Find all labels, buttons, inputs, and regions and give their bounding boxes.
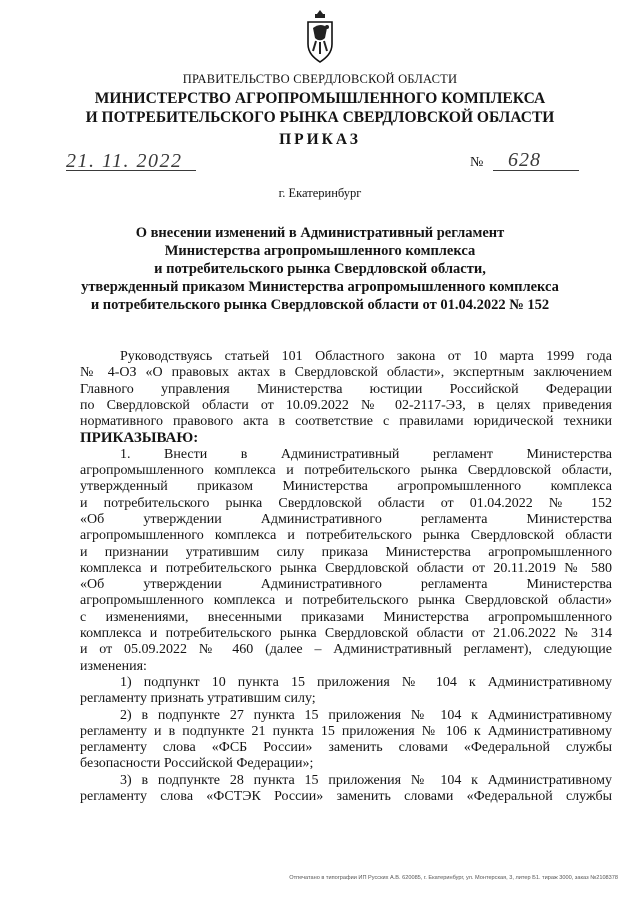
item-1-line: и от 05.09.2022 № 460 (далее – Административный регламент), следующие — [80, 642, 612, 658]
number-sign: № — [470, 155, 484, 170]
preamble-line: нормативного правового акта в соответствие с правилами юридической техники — [80, 414, 612, 430]
item-1-line: агропромышленного комплекса и потребительского рынка Свердловской области, — [80, 463, 612, 479]
subitem-1-line: регламенту признать утратившим силу; — [80, 691, 316, 707]
ministry-name-line-2: И ПОТРЕБИТЕЛЬСКОГО РЫНКА СВЕРДЛОВСКОЙ ОБЛАСТИ — [85, 109, 555, 126]
number-underline — [493, 170, 579, 171]
document-type: ПРИКАЗ — [279, 131, 361, 148]
subitem-3-line: 3) в подпункте 28 пункта 15 приложения № 104 к Административному — [120, 772, 612, 788]
preamble-line: по Свердловской области от 10.09.2022 № 02-2117-ЭЗ, в целях приведения — [80, 397, 612, 413]
preamble-line: Руководствуясь статьей 101 Областного закона от 10 марта 1999 года — [120, 349, 612, 364]
title-line: О внесении изменений в Административный регламент — [135, 225, 505, 241]
title-line: Министерства агропромышленного комплекса — [164, 243, 476, 259]
ministry-name-line-1: МИНИСТЕРСТВО АГРОПРОМЫШЛЕННОГО КОМПЛЕКСА — [94, 90, 546, 107]
item-1-line: с изменениями, внесенными приказами Министерства агропромышленного — [80, 609, 612, 625]
subitem-2-line: 2) в подпункте 27 пункта 15 приложения № 104 к Административному — [120, 707, 612, 723]
item-1-line: агропромышленного комплекса и потребительского рынка Свердловской области — [80, 528, 612, 544]
document-title — [60, 224, 580, 314]
order-word: ПРИКАЗЫВАЮ: — [80, 430, 199, 447]
subitem-1-line: 1) подпункт 10 пункта 15 приложения № 104 к Административному — [120, 674, 612, 690]
item-1-line: изменения: — [80, 658, 147, 674]
order-number: 628 — [508, 149, 541, 171]
subitem-2-line: регламенту и в подпункте 21 пункта 15 приложения № 106 к Административному — [80, 723, 612, 739]
title-line: утвержденный приказом Министерства агропромышленного комплекса — [81, 279, 559, 295]
item-1-line: комплекса и потребительского рынка Свердловской области от 20.11.2019 № 580 — [80, 560, 612, 576]
order-date: 21. 11. 2022 — [66, 150, 183, 172]
item-1-line: и признании утратившим силу приказа Министерства агропромышленного — [80, 544, 612, 560]
subitem-2-line: регламенту слова «ФСБ России» заменить словами «Федеральной службы — [80, 740, 612, 756]
document-body — [80, 349, 612, 805]
government-name: ПРАВИТЕЛЬСТВО СВЕРДЛОВСКОЙ ОБЛАСТИ — [182, 72, 458, 86]
title-line: и потребительского рынка Свердловской области, — [154, 261, 486, 277]
item-1-line: 1. Внести в Административный регламент Министерства — [120, 446, 612, 462]
date-underline — [66, 170, 196, 171]
item-1-line: «Об утверждении Административного регламента Министерства — [80, 511, 612, 527]
coat-of-arms-icon — [302, 8, 338, 64]
subitem-3-line: регламенту слова «ФСТЭК России» заменить словами «Федеральной службы — [80, 789, 612, 805]
preamble-line: Главного управления Министерства юстиции Российской Федерации — [80, 381, 612, 397]
preamble-line: № 4-ОЗ «О правовых актах в Свердловской области», экспертным заключением — [80, 365, 612, 381]
city: г. Екатеринбург — [278, 186, 362, 200]
printer-footer: Отпечатано в типографии ИП Русских А.В. 620085, г. Екатеринбург, ул. Монтерская, 3, литер Б1. тираж 3000, заказ №2108378 — [289, 875, 618, 881]
item-1-line: агропромышленного комплекса и потребительского рынка Свердловской области» — [80, 593, 612, 609]
item-1-line: «Об утверждении Административного регламента Министерства — [80, 577, 612, 593]
subitem-2-line: безопасности Российской Федерации»; — [80, 756, 314, 772]
item-1-line: комплекса и потребительского рынка Свердловской области от 21.06.2022 № 314 — [80, 626, 612, 642]
item-1-line: утвержденный приказом Министерства агропромышленного комплекса — [80, 479, 612, 495]
title-line: и потребительского рынка Свердловской области от 01.04.2022 № 152 — [90, 297, 550, 313]
item-1-line: и потребительского рынка Свердловской области от 01.04.2022 № 152 — [80, 495, 612, 511]
